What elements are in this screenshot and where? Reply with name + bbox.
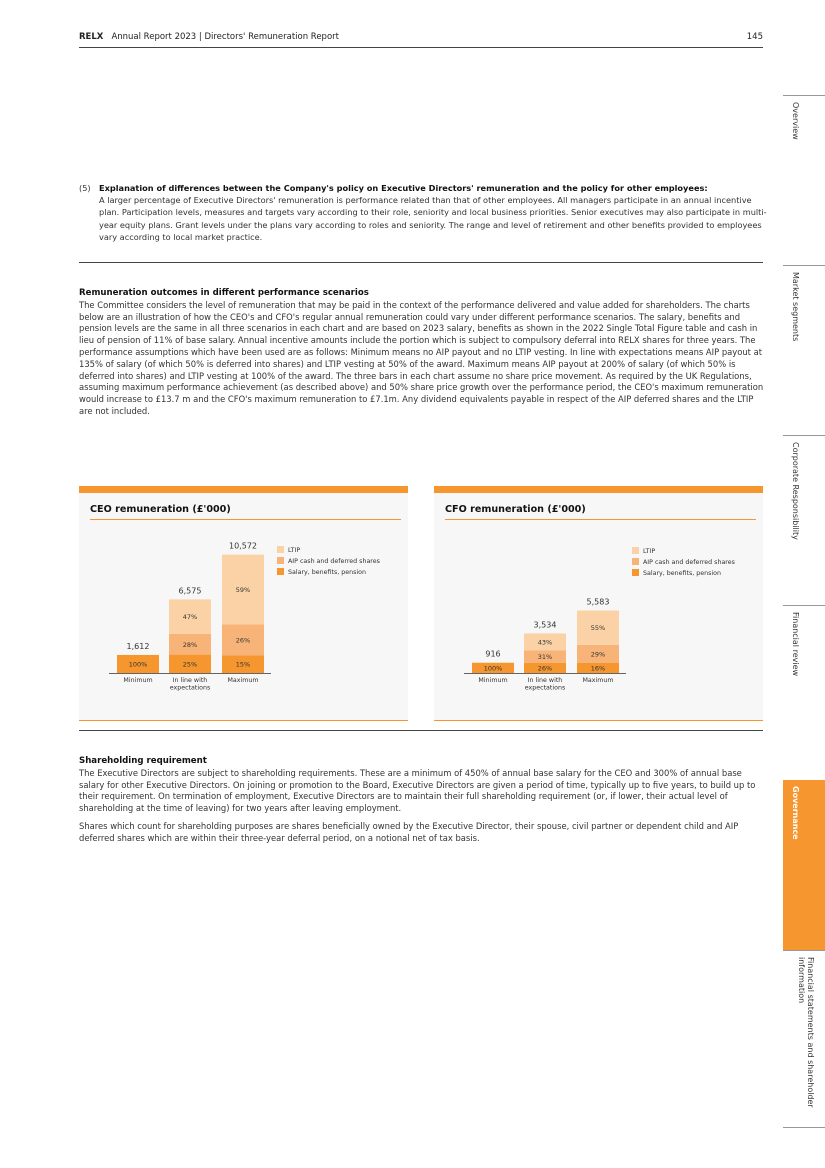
brand-name: RELX xyxy=(79,32,104,42)
legend-label-salary: Salary, benefits, pension xyxy=(288,569,366,576)
section-divider xyxy=(79,262,763,263)
side-tab-label: Financial review xyxy=(791,612,801,677)
side-tab-financial-statements[interactable] xyxy=(783,950,825,1128)
note-text: A larger percentage of Executive Directors' remuneration is performance related than that of other employees. All managers participate in an annual incentive plan. Participation levels, measures and targets vary according to their role, seniority and local business priorities. Senior executives may also participate in multi-year equity plans. Grant levels under the plans vary according to roles and seniority. The range and level of retirement and other benefits provided to employees vary according to local market practice. xyxy=(99,195,767,242)
segment-percent-label: 31% xyxy=(537,653,553,662)
chart-title: CFO remuneration (£'000) xyxy=(445,504,586,515)
segment-percent-label: 26% xyxy=(537,664,553,673)
side-tab-overview[interactable] xyxy=(783,95,825,265)
bar-total-label: 916 xyxy=(485,649,501,659)
x-tick-label: expectations xyxy=(524,684,566,692)
legend-label-ltip: LTIP xyxy=(288,547,301,554)
panel-bottom-rule xyxy=(434,720,763,721)
segment-percent-label: 26% xyxy=(235,636,251,645)
remuneration-outcomes-section xyxy=(79,288,769,418)
x-tick-label: Minimum xyxy=(123,677,153,684)
legend-swatch-ltip xyxy=(277,546,284,553)
chart-title: CEO remuneration (£'000) xyxy=(90,504,231,515)
legend-swatch-aip xyxy=(632,558,639,565)
x-tick-label: Maximum xyxy=(582,677,614,684)
legend-swatch-aip xyxy=(277,557,284,564)
ceo-chart-panel xyxy=(79,486,408,721)
section-text: Shares which count for shareholding purposes are shares beneficially owned by the Executive Director, their spouse, civil partner or dependent child and AIP deferred shares which are within their three-year deferral period, on a notional net of tax basis. xyxy=(79,820,739,843)
bar-total-label: 1,612 xyxy=(126,641,150,651)
legend-swatch-ltip xyxy=(632,547,639,554)
report-title: Annual Report 2023 | Directors' Remuneration Report xyxy=(111,32,339,42)
section-text: The Executive Directors are subject to shareholding requirements. These are a minimum of 450% of annual base salary for the CEO and 300% of annual base salary for other Executive Directors. On joining or promotion to the Board, Executive Directors are given a period of time, typically up to five years, to build up to their requirement. On termination of employment, Executive Directors are to maintain their full shareholding requirement (or, if lower, their actual level of shareholding at the time of leaving) for two years after leaving employment. xyxy=(79,767,756,814)
bar-total-label: 6,575 xyxy=(178,586,202,596)
legend-label-aip: AIP cash and deferred shares xyxy=(288,558,380,565)
section-heading: Remuneration outcomes in different performance scenarios xyxy=(79,288,369,298)
x-tick-label: expectations xyxy=(169,684,211,692)
legend-swatch-salary xyxy=(277,568,284,575)
note-5 xyxy=(79,182,769,243)
side-tab-label: Corporate Responsibility xyxy=(791,442,801,540)
shareholding-section xyxy=(79,756,769,845)
header-divider xyxy=(79,47,763,48)
page-header xyxy=(79,32,763,46)
segment-percent-label: 28% xyxy=(182,640,198,649)
x-tick-label: In line with xyxy=(172,677,208,684)
page-number: 145 xyxy=(746,32,763,42)
section-text: The Committee considers the level of remuneration that may be paid in the context of the performance delivered and value added for shareholders. The charts below are an illustration of how the CEO's and CFO's regular annual remuneration could vary under different performance scenarios. The salary, benefits and pension levels are the same in all three scenarios in each chart and are based on 2023 salary, benefits as shown in the 2022 Single Total Figure table and cash in lieu of pension of 11% of base salary. Annual incentive amounts include the portion which is subject to compulsory deferral into RELX shares for three years. The performance assumptions which have been used are as follows: Minimum means no AIP payout and no LTIP vesting. In line with expectations means AIP payout at 135% of salary (of which 50% is deferred into shares) and LTIP vesting at 50% of the award. Maximum means AIP payout at 200% of salary (of which 50% is deferred into shares) and LTIP vesting at 100% of the award. The three bars in each chart assume no share price movement. As required by the UK Regulations, assuming maximum performance achievement (as described above) and 50% share price growth over the performance period, the CEO's maximum remuneration would increase to £13.7 m and the CFO's maximum remuneration to £7.1m. Any dividend equivalents payable in respect of the AIP deferred shares and the LTIP are not included. xyxy=(79,299,764,416)
section-divider xyxy=(79,730,763,731)
segment-percent-label: 47% xyxy=(182,613,198,622)
cfo-chart-panel xyxy=(434,486,763,721)
side-tab-corporate-responsibility[interactable] xyxy=(783,435,825,605)
x-tick-label: In line with xyxy=(527,677,563,684)
side-tab-governance[interactable] xyxy=(783,780,825,950)
note-heading: Explanation of differences between the Company's policy on Executive Directors' remuneration and the policy for other employees: xyxy=(99,183,708,193)
bar-total-label: 3,534 xyxy=(533,620,557,630)
note-number: (5) xyxy=(79,183,91,193)
legend-label-salary: Salary, benefits, pension xyxy=(643,570,721,577)
x-tick-label: Maximum xyxy=(227,677,259,684)
side-tab-label: Financial statements and shareholder information xyxy=(796,957,815,1108)
side-tab-label: Governance xyxy=(791,786,801,840)
x-tick-label: Minimum xyxy=(478,677,508,684)
segment-percent-label: 43% xyxy=(537,638,553,647)
side-tab-label: Overview xyxy=(791,102,801,140)
segment-percent-label: 16% xyxy=(590,664,606,673)
panel-bottom-rule xyxy=(79,720,408,721)
side-tab-label: Market segments xyxy=(791,272,801,342)
side-tab-financial-review[interactable] xyxy=(783,605,825,780)
section-heading: Shareholding requirement xyxy=(79,756,207,766)
legend-label-aip: AIP cash and deferred shares xyxy=(643,559,735,566)
segment-percent-label: 15% xyxy=(235,660,251,669)
ceo-chart xyxy=(79,486,408,721)
segment-percent-label: 100% xyxy=(128,660,148,669)
segment-percent-label: 100% xyxy=(483,664,503,673)
cfo-chart xyxy=(434,486,763,721)
segment-percent-label: 29% xyxy=(590,650,606,659)
legend-swatch-salary xyxy=(632,569,639,576)
segment-percent-label: 55% xyxy=(590,624,606,633)
segment-percent-label: 25% xyxy=(182,660,198,669)
side-tab-market-segments[interactable] xyxy=(783,265,825,435)
bar-total-label: 5,583 xyxy=(586,597,610,607)
bar-total-label: 10,572 xyxy=(229,541,257,551)
segment-percent-label: 59% xyxy=(235,586,251,595)
legend-label-ltip: LTIP xyxy=(643,548,656,555)
